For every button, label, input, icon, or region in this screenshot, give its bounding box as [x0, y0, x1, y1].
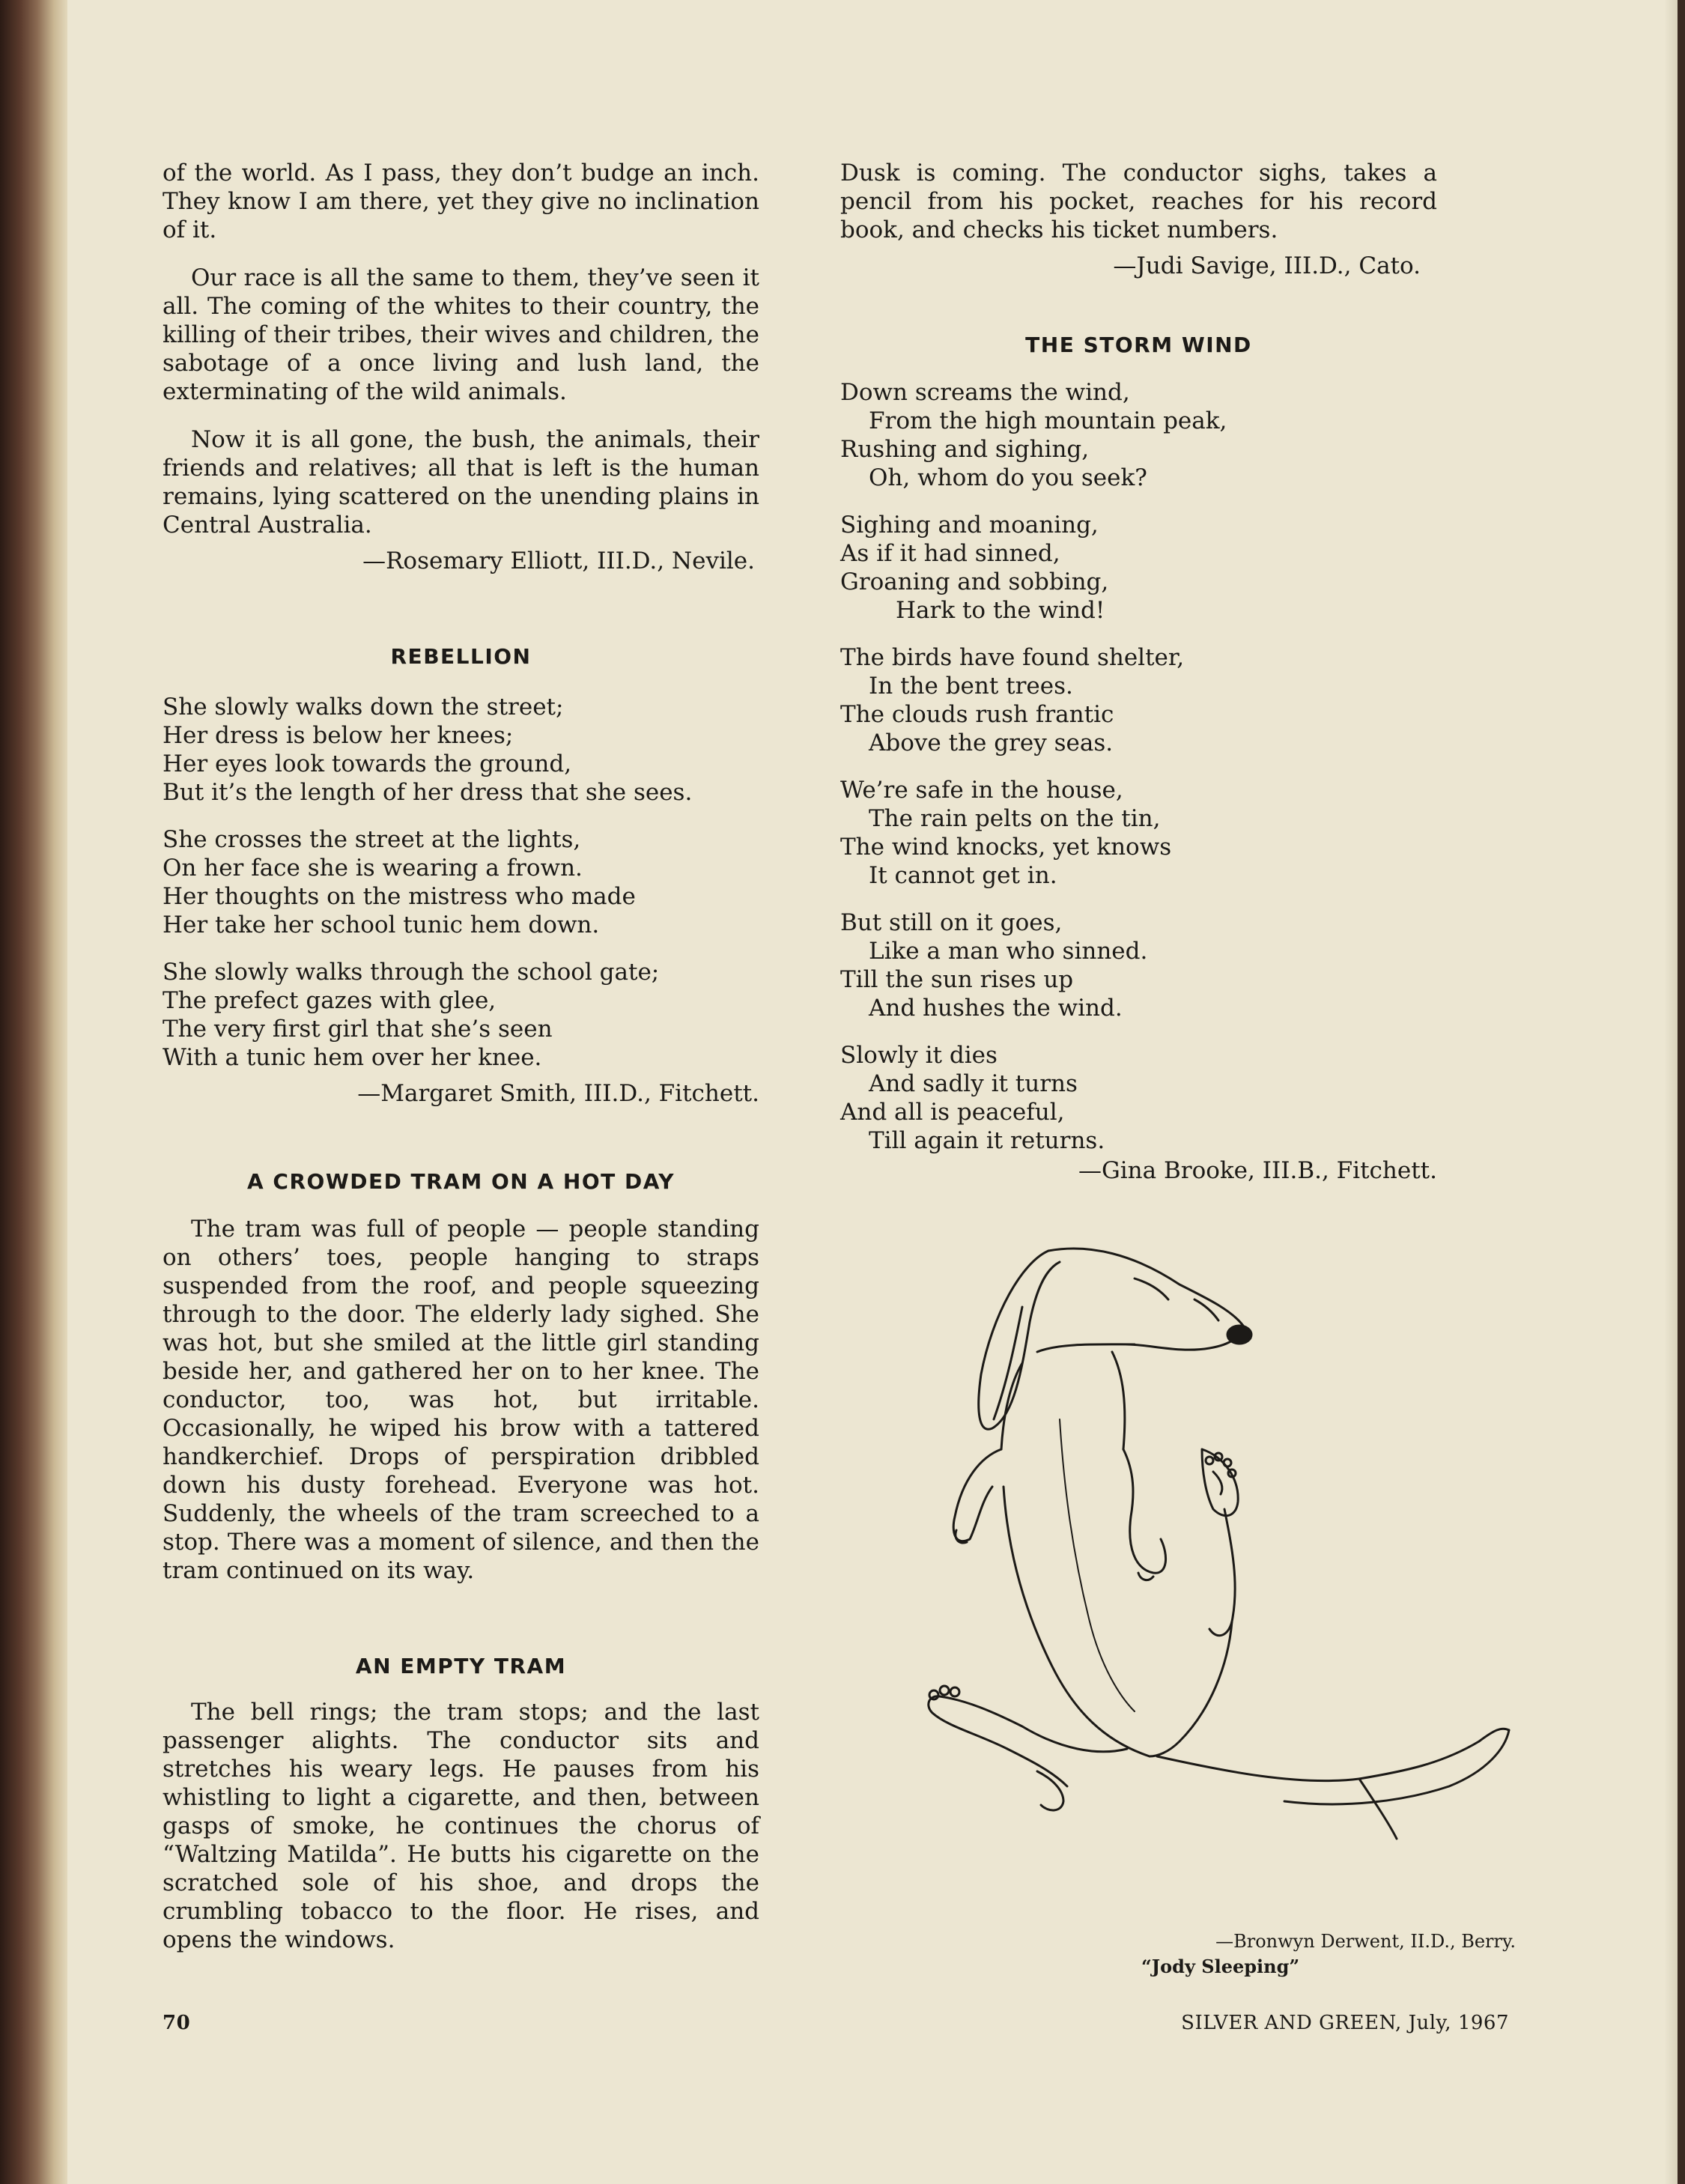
poem-line: In the bent trees. [869, 673, 1073, 700]
empty-tram-text: The bell rings; the tram stops; and the last passenger alights. The conductor sits and stretches his weary legs. He pauses from his whistling to light a cigarette, and then, between gasps of smoke, he continues the chorus of “Waltzing Matilda”. He butts his cigarette on the scratched sole of his shoe, and drops the crumbling tobacco to the floor. He rises, and opens the windows. [163, 1699, 759, 1953]
poem-line: Oh, whom do you seek? [869, 464, 1147, 491]
poem-line: She slowly walks through the school gate; [163, 959, 660, 986]
rebellion-stanza-2 [163, 825, 759, 939]
poem-line: It cannot get in. [869, 862, 1057, 889]
poem-line: But it’s the length of her dress that she sees. [163, 779, 693, 806]
poem-line: And hushes the wind. [869, 995, 1123, 1022]
poem-line: The birds have found shelter, [840, 644, 1185, 671]
poem-line: Her thoughts on the mistress who made [163, 883, 636, 910]
book-binding [0, 0, 67, 2184]
tram-credit: —Judi Savige, III.D., Cato. [1113, 252, 1421, 279]
poem-line: As if it had sinned, [840, 540, 1060, 567]
poem-line: She slowly walks down the street; [163, 694, 564, 721]
illustration-credit: —Bronwyn Derwent, II.D., Berry. [1215, 1931, 1516, 1952]
storm-wind-credit: —Gina Brooke, III.B., Fitchett. [1078, 1157, 1437, 1184]
storm-stanza-3 [840, 643, 1437, 757]
poem-line: Like a man who sinned. [869, 938, 1148, 965]
poem-line: But still on it goes, [840, 909, 1063, 936]
poem-line: Her dress is below her knees; [163, 722, 514, 749]
storm-stanza-1 [840, 378, 1437, 492]
poem-line: Sighing and moaning, [840, 512, 1099, 539]
storm-stanza-4 [840, 776, 1437, 890]
storm-stanza-5 [840, 909, 1437, 1022]
poem-line: Her take her school tunic hem down. [163, 911, 600, 938]
poem-line: With a tunic hem over her knee. [163, 1044, 542, 1071]
rebellion-stanza-1 [163, 693, 759, 807]
page-number: 70 [163, 2012, 191, 2034]
crowded-tram-title: A CROWDED TRAM ON A HOT DAY [246, 1169, 675, 1194]
poem-line: Above the grey seas. [869, 729, 1114, 756]
poem-line: On her face she is wearing a frown. [163, 855, 583, 882]
poem-line: The wind knocks, yet knows [840, 834, 1172, 861]
poem-line: Slowly it dies [840, 1042, 998, 1069]
illustration-caption [1141, 1929, 1516, 1954]
poem-line: We’re safe in the house, [840, 777, 1123, 804]
rebellion-credit: —Margaret Smith, III.D., Fitchett. [357, 1080, 759, 1107]
storm-wind-title: THE STORM WIND [1025, 333, 1252, 357]
poem-line: And all is peaceful, [840, 1099, 1065, 1126]
empty-tram-title: AN EMPTY TRAM [355, 1654, 567, 1678]
poem-line: Down screams the wind, [840, 379, 1130, 406]
tram-continued-text: Dusk is coming. The conductor sighs, takes a pencil from his pocket, reaches for his record book, and checks his ticket numbers. [840, 160, 1437, 243]
poem-line: Rushing and sighing, [840, 436, 1090, 463]
illustration-title: “Jody Sleeping” [1141, 1956, 1300, 1977]
intro-paragraph-2: Our race is all the same to them, they’ve seen it all. The coming of the whites to their country, the killing of their tribes, their wives and children, the sabotage of a once living and lush land, the exterminating of the wild animals. [163, 264, 759, 405]
storm-stanza-2 [840, 511, 1437, 625]
intro-paragraph-3: Now it is all gone, the bush, the animals, their friends and relatives; all that is left is the human remains, lying scattered on the unending plains in Central Australia. [163, 426, 759, 539]
publication-footer: SILVER AND GREEN, July, 1967 [1181, 2012, 1509, 2034]
poem-line: The prefect gazes with glee, [163, 987, 497, 1014]
left-column [163, 159, 759, 1974]
poem-line: The rain pelts on the tin, [869, 805, 1161, 832]
poem-line: And sadly it turns [869, 1070, 1078, 1097]
poem-line: Her eyes look towards the ground, [163, 750, 572, 777]
intro-credit: —Rosemary Elliott, III.D., Nevile. [362, 547, 755, 574]
intro-paragraph-1: of the world. As I pass, they don’t budge an inch. They know I am there, yet they give no inclination of it. [163, 160, 759, 243]
poem-line: Till again it returns. [869, 1127, 1105, 1154]
poem-line: The clouds rush frantic [840, 701, 1114, 728]
poem-line: The very first girl that she’s seen [163, 1016, 553, 1043]
poem-line: She crosses the street at the lights, [163, 826, 581, 853]
poem-line: Groaning and sobbing, [840, 568, 1109, 595]
crowded-tram-text: The tram was full of people — people standing on others’ toes, people hanging to straps suspended from the roof, and people squeezing through to the door. The elderly lady sighed. She was hot, but she smiled at the little girl standing beside her, and gathered her on to her knee. The conductor, too, was hot, but irritable. Occasionally, he wiped his brow with a tattered handkerchief. Drops of perspiration dribbled down his dusty forehead. Everyone was hot. Suddenly, the wheels of the tram screeched to a stop. There was a moment of silence, and then the tram continued on its way. [163, 1216, 759, 1584]
rebellion-title: REBELLION [390, 644, 532, 669]
storm-stanza-6 [840, 1041, 1437, 1155]
poem-line: Hark to the wind! [896, 597, 1105, 624]
illustration-title-wrap [1141, 1954, 1299, 1980]
rebellion-stanza-3 [163, 958, 759, 1072]
poem-line: From the high mountain peak, [869, 407, 1227, 434]
sleeping-dog-illustration [910, 1232, 1539, 1914]
right-column [840, 159, 1437, 1185]
poem-line: Till the sun rises up [840, 966, 1074, 993]
page-edge [1664, 0, 1678, 2184]
